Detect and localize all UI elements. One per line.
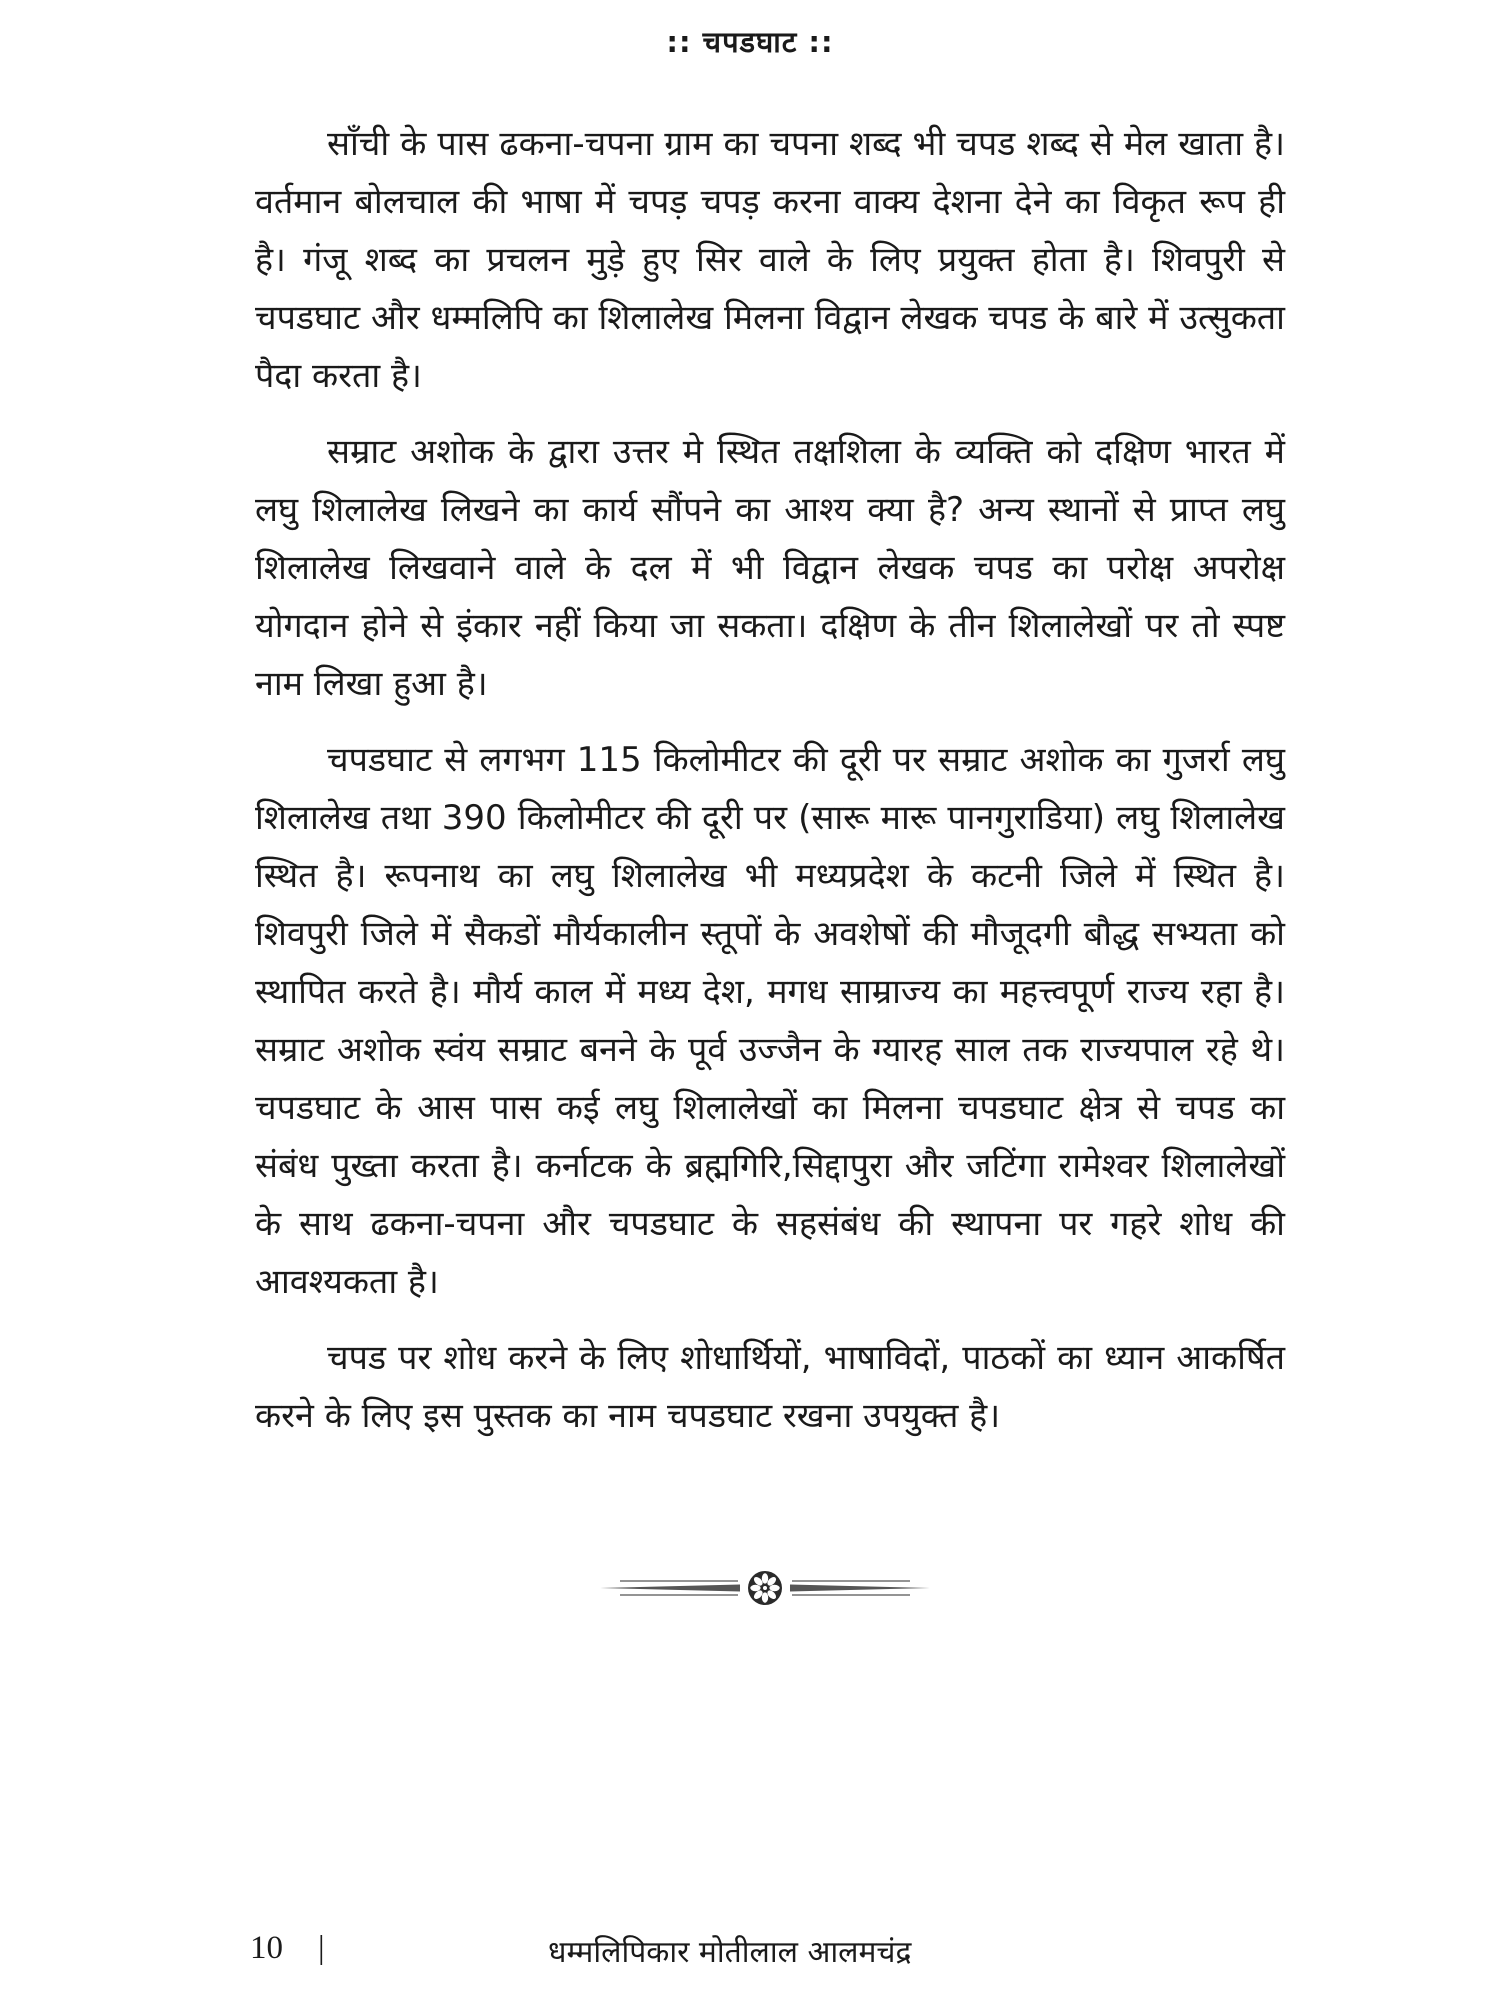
paragraph-4: चपड पर शोध करने के लिए शोधार्थियों, भाषाविदों, पाठकों का ध्यान आकर्षित करने के लिए इस पुस्तक का नाम चपडघाट रखना उपयुक्त है।	[255, 1338, 1285, 1436]
footer-separator: |	[318, 1930, 325, 1966]
flower-divider-icon	[600, 1568, 930, 1608]
paragraph-1: साँची के पास ढकना-चपना ग्राम का चपना शब्द भी चपड शब्द से मेल खाता है।वर्तमान बोलचाल की भाषा में चपड़ चपड़ करना वाक्य देशना देने का विकृत रूप ही है। गंजू शब्द का प्रचलन मुड़े हुए सिर वाले के लिए प्रयुक्त होता है। शिवपुरी से चपडघाट और धम्मलिपि का शिलालेख मिलना विद्वान लेखक चपड के बारे में उत्सुकता पैदा करता है।	[255, 124, 1285, 396]
running-header: :: चपडघाट ::	[666, 25, 834, 59]
book-title: धम्मलिपिकार मोतीलाल आलमचंद्र	[548, 1935, 912, 1970]
page-footer	[0, 1930, 1500, 1970]
paragraph-3: चपडघाट से लगभग 115 किलोमीटर की दूरी पर सम्राट अशोक का गुजर्रा लघु शिलालेख तथा 390 किलोमीटर की दूरी पर (सारू मारू पानगुराडिया) लघु शिलालेख स्थित है। रूपनाथ का लघु शिलालेख भी मध्यप्रदेश के कटनी जिले में स्थित है। शिवपुरी जिले में सैकडों मौर्यकालीन स्तूपों के अवशेषों की मौजूदगी बौद्ध सभ्यता को स्थापित करते है। मौर्य काल में मध्य देश, मगध साम्राज्य का महत्त्वपूर्ण राज्य रहा है। सम्राट अशोक स्वंय सम्राट बनने के पूर्व उज्जैन के ग्यारह साल तक राज्यपाल रहे थे। चपडघाट के आस पास कई लघु शिलालेखों का मिलना चपडघाट क्षेत्र से चपड का संबंध पुख्ता करता है। कर्नाटक के ब्रह्मगिरि,सिद्दापुरा और जटिंगा रामेश्वर शिलालेखों के साथ ढकना-चपना और चपडघाट के सहसंबंध की स्थापना पर गहरे शोध की आवश्यकता है।	[255, 740, 1285, 1302]
body-text	[255, 115, 1285, 1463]
paragraph-2: सम्राट अशोक के द्वारा उत्तर मे स्थित तक्षशिला के व्यक्ति को दक्षिण भारत में लघु शिलालेख लिखने का कार्य सौंपने का आश्य क्या है? अन्य स्थानों से प्राप्त लघु शिलालेख लिखवाने वाले के दल में भी विद्वान लेखक चपड का परोक्ष अपरोक्ष योगदान होने से इंकार नहीं किया जा सकता। दक्षिण के तीन शिलालेखों पर तो स्पष्ट नाम लिखा हुआ है।	[255, 432, 1285, 704]
page-number: 10	[250, 1930, 283, 1966]
